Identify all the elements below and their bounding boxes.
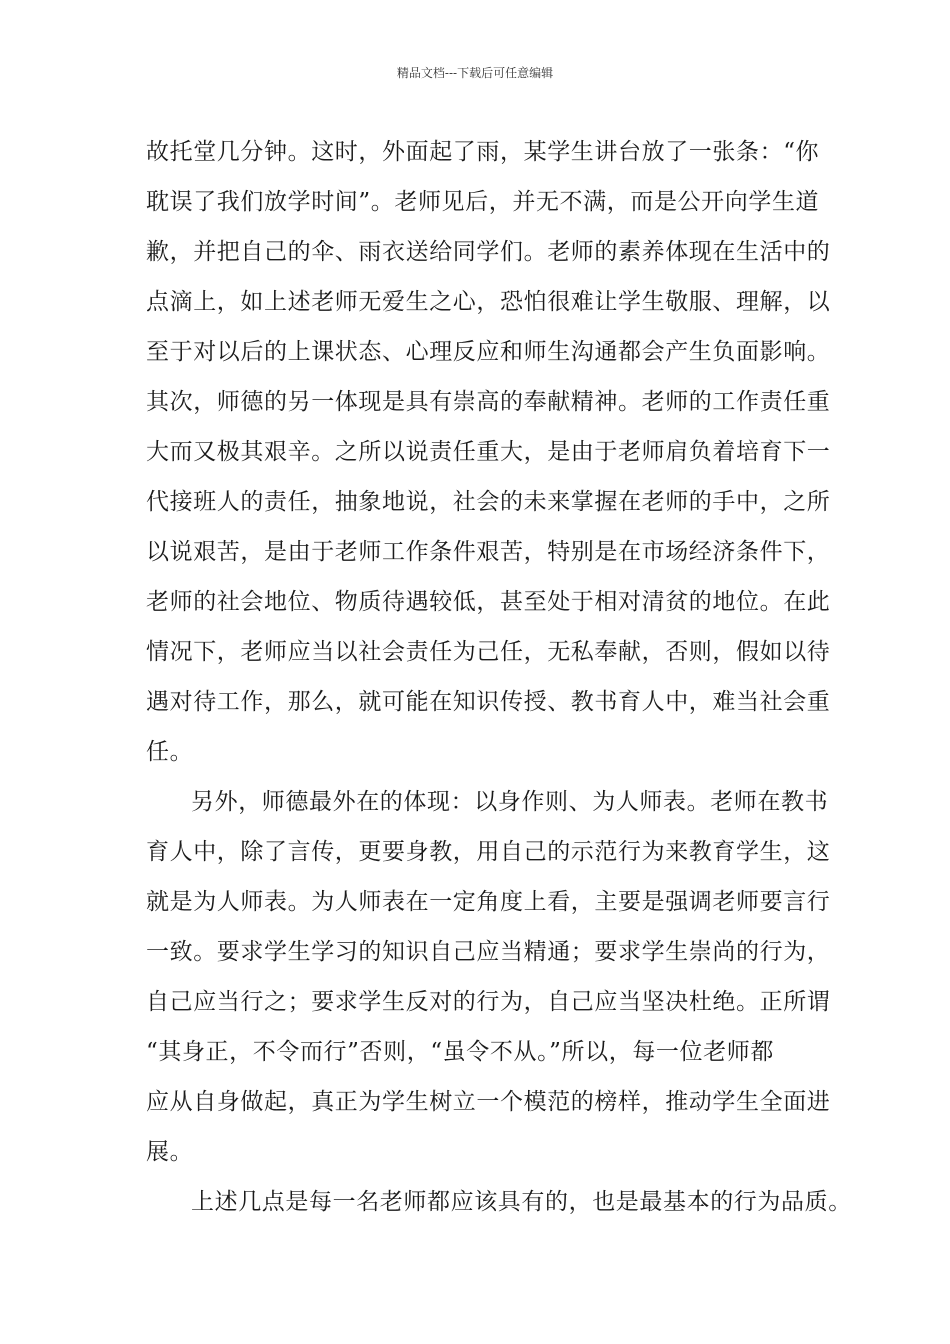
body-line: 老师的社会地位、物质待遇较低，甚至处于相对清贫的地位。在此 [146, 589, 831, 615]
paragraph-first-line: 另外，师德最外在的体现：以身作则、为人师表。老师在教书 [191, 789, 829, 815]
body-line: 应从自身做起，真正为学生树立一个模范的榜样，推动学生全面进 [146, 1089, 831, 1115]
body-line: 任。 [146, 739, 194, 765]
paragraph-first-line: 上述几点是每一名老师都应该具有的，也是最基本的行为品质。 [191, 1189, 852, 1215]
body-line: 一致。要求学生学习的知识自己应当精通；要求学生崇尚的行为， [146, 939, 831, 965]
body-line: 故托堂几分钟。这时，外面起了雨，某学生讲台放了一张条：“你 [146, 139, 820, 165]
page-header: 精品文档---下载后可任意编辑 [396, 66, 554, 80]
body-line: 其次，师德的另一体现是具有崇高的奉献精神。老师的工作责任重 [146, 389, 831, 415]
body-line: 育人中，除了言传，更要身教，用自己的示范行为来教育学生，这 [146, 839, 831, 865]
body-line: 耽误了我们放学时间”。老师见后，并无不满，而是公开向学生道 [146, 189, 820, 215]
body-line: 歉，并把自己的伞、雨衣送给同学们。老师的素养体现在生活中的 [146, 239, 831, 265]
body-line: 点滴上，如上述老师无爱生之心，恐怕很难让学生敬服、理解，以 [146, 289, 831, 315]
body-line: 以说艰苦，是由于老师工作条件艰苦，特别是在市场经济条件下， [146, 539, 831, 565]
body-line: 自己应当行之；要求学生反对的行为，自己应当坚决杜绝。正所谓 [146, 989, 831, 1015]
body-line: “其身正，不令而行”否则，“虽令不从。”所以，每一位老师都 [146, 1039, 774, 1065]
body-line: 情况下，老师应当以社会责任为己任，无私奉献，否则，假如以待 [146, 639, 831, 665]
body-line: 至于对以后的上课状态、心理反应和师生沟通都会产生负面影响。 [146, 339, 831, 365]
body-line: 遇对待工作，那么，就可能在知识传授、教书育人中，难当社会重 [146, 689, 831, 715]
body-line: 展。 [146, 1139, 194, 1165]
body-line: 就是为人师表。为人师表在一定角度上看，主要是强调老师要言行 [146, 889, 831, 915]
body-line: 代接班人的责任，抽象地说，社会的未来掌握在老师的手中，之所 [146, 489, 831, 515]
body-line: 大而又极其艰辛。之所以说责任重大，是由于老师肩负着培育下一 [146, 439, 831, 465]
